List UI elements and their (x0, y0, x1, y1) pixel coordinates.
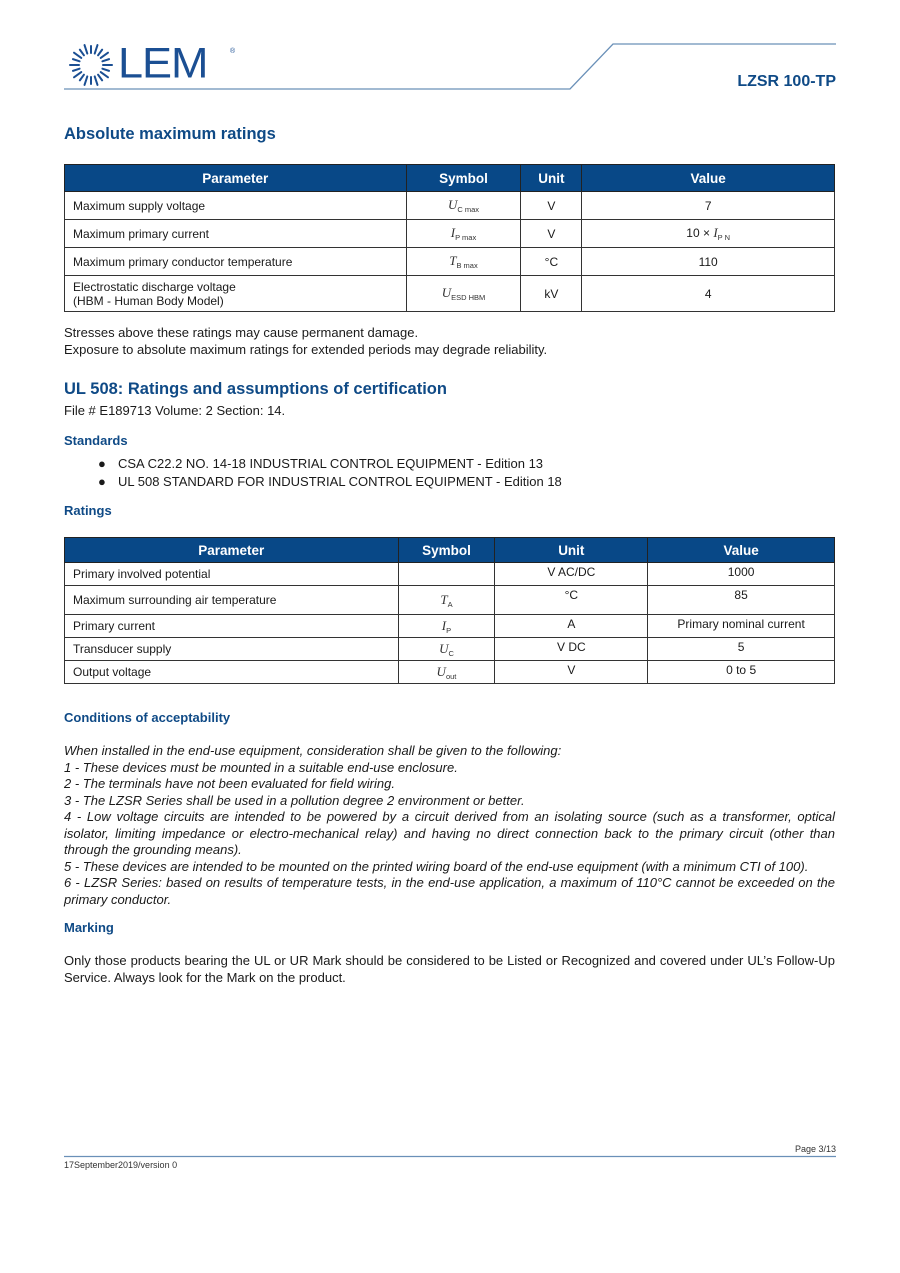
ratings-heading: Ratings (64, 503, 112, 518)
symbol-text: I (450, 225, 456, 240)
page-number: Page 3/13 (794, 1144, 836, 1154)
condition-item: 4 - Low voltage circuits are intended to be powered by a circuit derived from an isolating source (such as a transformer, optical isolator, limiting impedance or electro-mechanical relay) and having no direct connection back to the primary circuit (other than through the grounding means). (64, 809, 835, 857)
parameter-cell: Primary involved potential (65, 563, 399, 586)
abs-max-table (64, 164, 835, 312)
registered-mark: ® (230, 48, 236, 55)
symbol-text: U (441, 285, 452, 300)
value-cell: 0 to 5 (648, 661, 835, 684)
unit-cell: kV (521, 276, 582, 312)
bullet-icon: ● (98, 456, 106, 471)
symbol-subscript: A (447, 599, 453, 609)
parameter-text: Maximum primary current (73, 226, 210, 241)
logo-ray (74, 53, 81, 58)
date-version: 17September2019/version 0 (64, 1160, 178, 1170)
standards-heading: Standards (64, 433, 128, 448)
symbol-subscript: ESD HBM (451, 293, 486, 302)
logo-text: LEM (118, 38, 208, 87)
value-cell: Primary nominal current (648, 615, 835, 638)
parameter-cell (65, 276, 407, 312)
table-row (65, 586, 835, 615)
logo-ray (101, 53, 108, 58)
unit-cell: V AC/DC (495, 563, 648, 586)
value-text: 7 (704, 198, 712, 213)
column-header: Unit (495, 538, 648, 563)
symbol-text: T (440, 591, 448, 607)
bullet-icon: ● (98, 474, 106, 489)
logo-ray (73, 59, 80, 61)
note-exposure: Exposure to absolute maximum ratings for extended periods may degrade reliability. (64, 342, 548, 357)
symbol-cell (398, 661, 495, 684)
product-name: LZSR 100-TP (737, 73, 836, 90)
column-header: Symbol (398, 538, 495, 563)
standard-text: CSA C22.2 NO. 14-18 INDUSTRIAL CONTROL EQUIPMENT - Edition 13 (118, 456, 544, 471)
parameter-text: Maximum primary conductor temperature (73, 254, 293, 269)
ratings-table (64, 537, 835, 684)
condition-item: 6 - LZSR Series: based on results of temperature tests, in the end-use application, a maximum of 110°C cannot be exceeded on the primary conductor. (64, 875, 835, 907)
logo-ray (74, 72, 81, 77)
symbol-cell (406, 220, 521, 248)
symbol-text: I (441, 617, 447, 633)
table-row (65, 248, 835, 276)
logo-ray (98, 75, 102, 81)
table-row (65, 220, 835, 248)
symbol-subscript: C (448, 648, 454, 658)
column-header: Value (582, 165, 835, 192)
section-title-abs-max: Absolute maximum ratings (64, 125, 276, 143)
symbol-text: U (447, 197, 458, 212)
symbol-subscript: P max (455, 233, 477, 242)
logo-ray (95, 45, 98, 54)
condition-item: 5 - These devices are intended to be mounted on the printed wiring board of the end-use equipment (with a minimum CTI of 100). (64, 858, 809, 874)
file-info: File # E189713 Volume: 2 Section: 14. (64, 403, 286, 418)
symbol-subscript: B max (456, 261, 478, 270)
section-title-ul508: UL 508: Ratings and assumptions of certification (64, 380, 447, 398)
parameter-cell: Transducer supply (65, 638, 399, 661)
logo-ray (102, 69, 109, 71)
condition-item: 1 - These devices must be mounted in a suitable end-use enclosure. (64, 759, 458, 775)
symbol-cell (398, 615, 495, 638)
value-cell: 1000 (648, 563, 835, 586)
value-cell: 5 (648, 638, 835, 661)
logo-ray (85, 76, 88, 85)
logo-ray (80, 50, 84, 56)
parameter-text-line2: (HBM - Human Body Model) (73, 293, 224, 308)
symbol-text: U (436, 663, 446, 679)
conditions-heading: Conditions of acceptability (64, 710, 231, 725)
sunburst-logo-icon (68, 42, 114, 88)
table-row (65, 192, 835, 220)
logo-ray (80, 75, 84, 81)
unit-cell: A (495, 615, 648, 638)
unit-cell: °C (521, 248, 582, 276)
unit-cell: °C (495, 586, 648, 615)
value-cell: 85 (648, 586, 835, 615)
parameter-cell (65, 248, 407, 276)
logo-ray (101, 72, 108, 77)
parameter-cell: Primary current (65, 615, 399, 638)
value-text: 4 (704, 286, 712, 301)
symbol-text: T (449, 253, 457, 268)
value-subscript: P N (717, 233, 731, 242)
marking-text: Only those products bearing the UL or UR Mark should be considered to be Listed or Recognized and covered under UL’s Follow-Up Service. Always look for the Mark on the product. (64, 953, 835, 985)
parameter-cell (65, 192, 407, 220)
condition-item: 2 - The terminals have not been evaluated for field wiring. (64, 776, 395, 791)
column-header: Parameter (65, 538, 399, 563)
symbol-subscript: C max (457, 205, 479, 214)
symbol-cell (406, 276, 521, 312)
value-cell (582, 192, 835, 220)
table-row (65, 638, 835, 661)
symbol-subscript: P (446, 625, 452, 635)
table-header-row (65, 165, 835, 192)
logo-ray (98, 50, 102, 56)
column-header: Symbol (406, 165, 521, 192)
parameter-cell: Output voltage (65, 661, 399, 684)
table-header-row (65, 538, 835, 563)
table-row (65, 661, 835, 684)
logo-ray (73, 69, 80, 71)
value-cell (582, 220, 835, 248)
standard-text: UL 508 STANDARD FOR INDUSTRIAL CONTROL EQUIPMENT - Edition 18 (118, 474, 562, 489)
value-text: 10 × (686, 226, 714, 240)
column-header: Parameter (65, 165, 407, 192)
logo-ray (102, 59, 109, 61)
parameter-cell (65, 220, 407, 248)
unit-cell: V DC (495, 638, 648, 661)
logo-ray (95, 76, 98, 85)
table-row (65, 615, 835, 638)
symbol-cell (398, 586, 495, 615)
list-item (98, 455, 562, 473)
symbol-text: U (439, 640, 449, 656)
unit-cell: V (521, 192, 582, 220)
list-item (98, 473, 562, 491)
company-logo (68, 38, 243, 88)
symbol-cell (398, 563, 495, 586)
parameter-text: Electrostatic discharge voltage (73, 279, 236, 294)
table-row (65, 276, 835, 312)
note-stress: Stresses above these ratings may cause permanent damage. (64, 325, 419, 340)
parameter-text: Maximum supply voltage (73, 198, 206, 213)
unit-cell: V (495, 661, 648, 684)
condition-item: 3 - The LZSR Series shall be used in a pollution degree 2 environment or better. (64, 792, 525, 808)
value-symbol: I (713, 225, 718, 240)
footer-rule (0, 1155, 900, 1159)
unit-cell: V (521, 220, 582, 248)
symbol-subscript: out (445, 671, 457, 681)
parameter-cell: Maximum surrounding air temperature (65, 586, 399, 615)
condition-intro: When installed in the end-use equipment, consideration shall be given to the following: (64, 743, 562, 758)
marking-heading: Marking (64, 920, 114, 935)
symbol-cell (398, 638, 495, 661)
symbol-cell (406, 248, 521, 276)
column-header: Unit (521, 165, 582, 192)
column-header: Value (648, 538, 835, 563)
table-row (65, 563, 835, 586)
standards-list (98, 455, 562, 491)
value-text: 110 (698, 254, 718, 269)
value-cell (582, 248, 835, 276)
value-cell (582, 276, 835, 312)
logo-ray (85, 45, 88, 54)
conditions-list (64, 743, 835, 908)
symbol-cell (406, 192, 521, 220)
